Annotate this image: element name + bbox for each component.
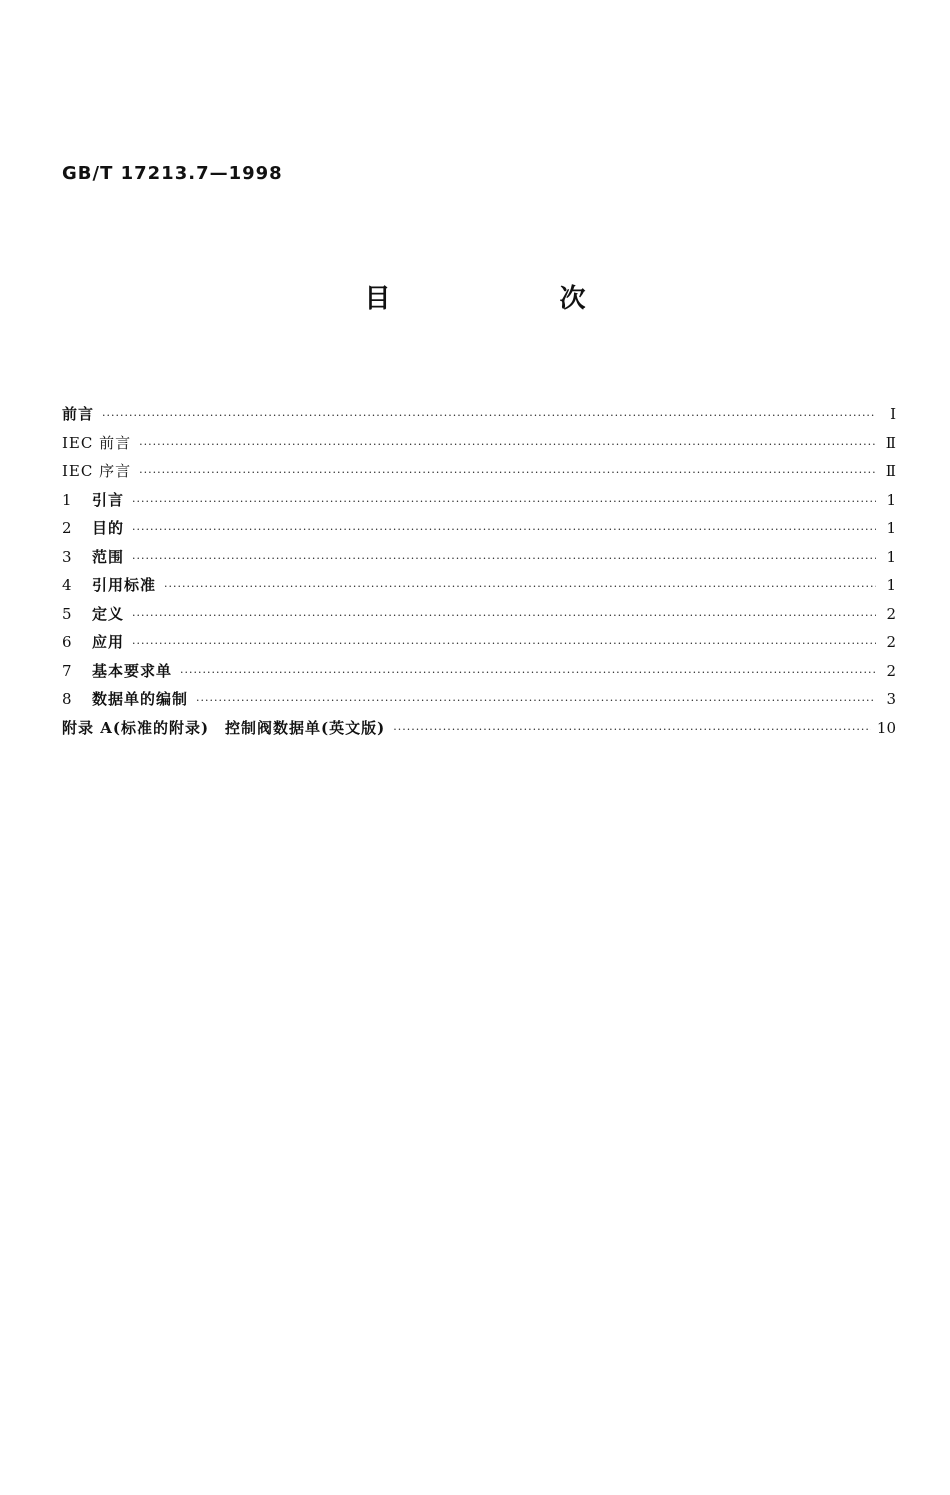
toc-entry-page: Ⅱ bbox=[885, 462, 896, 480]
toc-leader-dots bbox=[132, 523, 876, 536]
table-of-contents bbox=[62, 403, 896, 745]
toc-leader-dots bbox=[139, 466, 876, 479]
toc-entry-appendix-a[interactable] bbox=[62, 717, 896, 746]
standard-code: GB/T 17213.7—1998 bbox=[62, 163, 283, 184]
toc-entry-number: 3 bbox=[62, 547, 72, 566]
toc-entry-label: IEC 序言 bbox=[62, 462, 132, 480]
toc-leader-dots bbox=[139, 438, 876, 451]
toc-entry-label: 定义 bbox=[92, 604, 125, 623]
toc-entry-8[interactable] bbox=[62, 688, 896, 717]
toc-entry-number: 6 bbox=[62, 633, 72, 651]
toc-leader-dots bbox=[196, 694, 876, 707]
toc-entry-2[interactable] bbox=[62, 517, 896, 546]
toc-entry-label: 基本要求单 bbox=[92, 661, 173, 680]
toc-entry-number: 1 bbox=[62, 490, 72, 509]
toc-entry-6[interactable] bbox=[62, 631, 896, 660]
toc-entry-label: 应用 bbox=[92, 633, 125, 651]
toc-leader-dots bbox=[132, 495, 876, 508]
toc-entry-page: 1 bbox=[886, 547, 896, 566]
toc-entry-label: 引用标准 bbox=[92, 576, 157, 594]
toc-entry-label: 数据单的编制 bbox=[92, 690, 189, 708]
toc-entry-label: IEC 前言 bbox=[62, 433, 132, 452]
toc-entry-number: 2 bbox=[62, 519, 72, 537]
toc-entry-iec-introduction[interactable] bbox=[62, 460, 896, 489]
toc-entry-page: 10 bbox=[876, 718, 896, 737]
toc-entry-number: 4 bbox=[62, 576, 72, 594]
toc-entry-4[interactable] bbox=[62, 574, 896, 603]
toc-entry-page: 1 bbox=[886, 519, 896, 537]
toc-entry-number: 7 bbox=[62, 661, 72, 680]
toc-entry-preface[interactable] bbox=[62, 403, 896, 432]
toc-leader-dots bbox=[393, 723, 871, 736]
toc-entry-number: 5 bbox=[62, 604, 72, 623]
toc-leader-dots bbox=[132, 609, 876, 622]
toc-entry-number: 8 bbox=[62, 690, 72, 708]
toc-entry-label: 目的 bbox=[92, 519, 125, 537]
toc-entry-page: 2 bbox=[886, 661, 896, 680]
toc-entry-page: 1 bbox=[886, 576, 896, 594]
toc-entry-7[interactable] bbox=[62, 660, 896, 689]
page-title: 目 次 bbox=[364, 284, 666, 314]
toc-entry-label: 前言 bbox=[62, 405, 95, 423]
toc-leader-dots bbox=[132, 552, 876, 565]
toc-entry-page: 2 bbox=[886, 604, 896, 623]
toc-entry-page: Ⅰ bbox=[890, 405, 896, 423]
toc-entry-3[interactable] bbox=[62, 546, 896, 575]
toc-leader-dots bbox=[132, 637, 876, 650]
toc-entry-label: 引言 bbox=[92, 490, 125, 509]
toc-leader-dots bbox=[164, 580, 876, 593]
toc-entry-page: Ⅱ bbox=[885, 433, 896, 452]
toc-leader-dots bbox=[180, 666, 876, 679]
toc-leader-dots bbox=[102, 409, 876, 422]
toc-entry-5[interactable] bbox=[62, 603, 896, 632]
toc-entry-label: 附录 A(标准的附录) 控制阀数据单(英文版) bbox=[62, 718, 386, 737]
toc-entry-page: 1 bbox=[886, 490, 896, 509]
toc-entry-page: 2 bbox=[886, 633, 896, 651]
toc-entry-1[interactable] bbox=[62, 489, 896, 518]
toc-entry-label: 范围 bbox=[92, 547, 125, 566]
toc-entry-iec-preface[interactable] bbox=[62, 432, 896, 461]
toc-entry-page: 3 bbox=[886, 690, 896, 708]
